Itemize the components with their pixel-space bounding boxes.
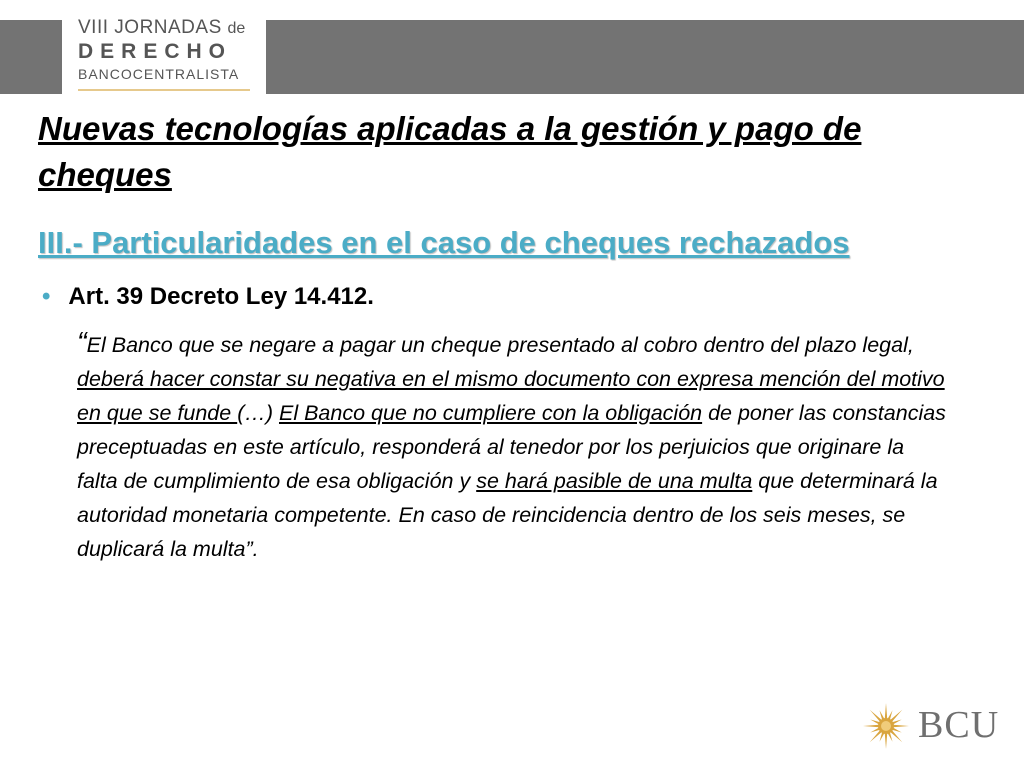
sun-emblem-icon bbox=[862, 702, 910, 750]
logo-divider bbox=[78, 89, 250, 91]
logo-line-2: DERECHO bbox=[78, 40, 233, 63]
legal-quote: “El Banco que se negare a pagar un cheque presentado al cobro dentro del plazo legal, deberá hacer constar su negativa en el mismo documento con expresa mención del motivo en que se funde (…) El Banco que no cumpliere con la obligación de poner las constancias preceptuadas en este artículo, responderá al tenedor por los perjuicios que originare la falta de cumplimiento de esa obligación y se hará pasible de una multa que determinará la autoridad monetaria competente. En caso de reincidencia dentro de los seis meses, se duplicará la multa”. bbox=[77, 327, 946, 561]
bcu-brand-text: BCU bbox=[918, 704, 1000, 746]
logo-line-1: VIII JORNADAS de bbox=[78, 17, 246, 38]
sun-ray bbox=[893, 725, 909, 728]
logo-line-3: BANCOCENTRALISTA bbox=[78, 66, 240, 82]
sun-ray bbox=[885, 703, 888, 719]
quote-underlined-1: deberá hacer constar su negativa en el mismo documento con expresa mención del motivo en que se funde bbox=[77, 367, 945, 425]
sun-ray bbox=[885, 733, 888, 749]
quote-open-mark: “ bbox=[77, 327, 87, 359]
bullet-marker: • bbox=[42, 283, 51, 310]
slide-title: Nuevas tecnologías aplicadas a la gestión y pago de cheques bbox=[38, 110, 862, 193]
quote-underlined-3: se hará pasible de una multa bbox=[476, 469, 753, 493]
event-logo bbox=[62, 0, 266, 100]
bullet-text: Art. 39 Decreto Ley 14.412. bbox=[68, 283, 374, 310]
bullet-item bbox=[42, 283, 374, 311]
quote-underlined-2: El Banco que no cumpliere con la obligación bbox=[279, 401, 703, 425]
section-subtitle: III.- Particularidades en el caso de cheques rechazados bbox=[38, 225, 850, 260]
sun-ray bbox=[863, 725, 879, 728]
